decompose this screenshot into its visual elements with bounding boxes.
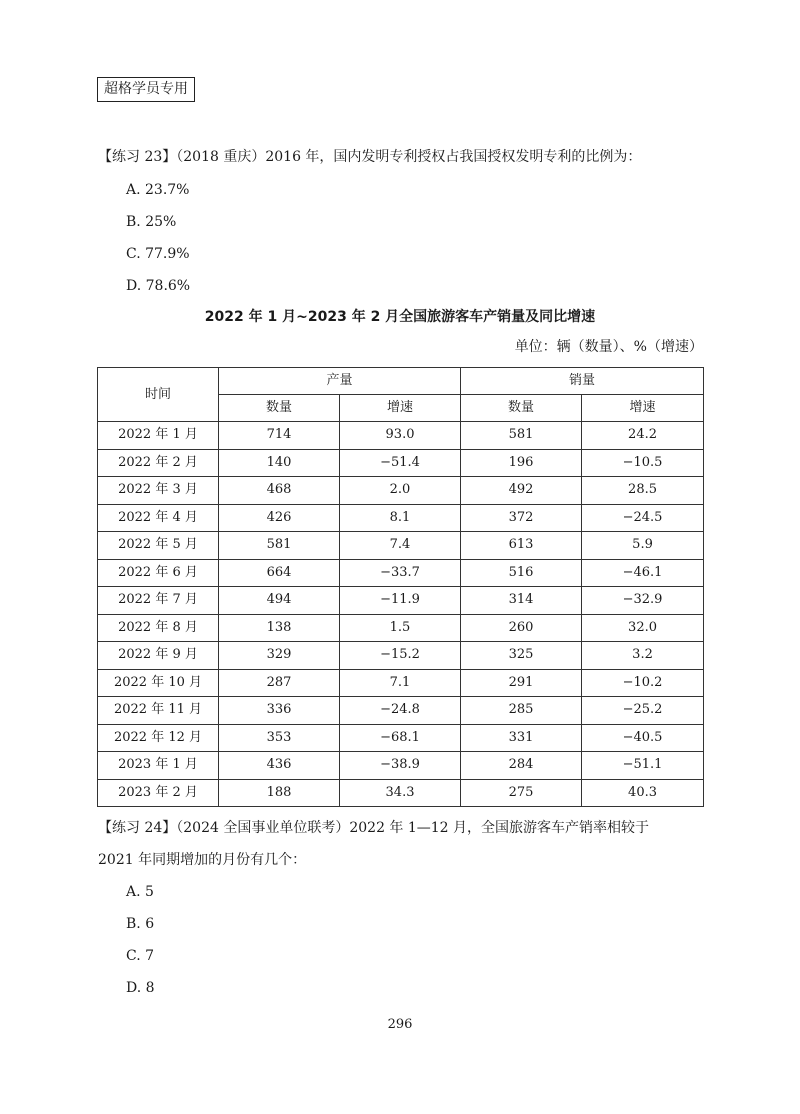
table-row	[98, 779, 704, 807]
cell-prod-growth: 7.1	[340, 669, 461, 697]
cell-sales-growth: −46.1	[582, 559, 704, 587]
cell-prod-qty: 581	[219, 532, 340, 560]
cell-sales-qty: 613	[461, 532, 582, 560]
cell-time: 2022 年 8 月	[98, 614, 219, 642]
cell-prod-qty: 468	[219, 477, 340, 505]
cell-prod-qty: 140	[219, 449, 340, 477]
cell-sales-qty: 516	[461, 559, 582, 587]
table-row	[98, 559, 704, 587]
q23-option-c: C. 77.9%	[126, 246, 190, 262]
cell-sales-growth: −10.5	[582, 449, 704, 477]
cell-sales-growth: 3.2	[582, 642, 704, 670]
cell-time: 2022 年 9 月	[98, 642, 219, 670]
cell-prod-qty: 664	[219, 559, 340, 587]
cell-time: 2022 年 4 月	[98, 504, 219, 532]
cell-sales-qty: 285	[461, 697, 582, 725]
cell-sales-qty: 372	[461, 504, 582, 532]
cell-prod-growth: 8.1	[340, 504, 461, 532]
cell-prod-growth: −38.9	[340, 752, 461, 780]
q24-option-d: D. 8	[126, 980, 155, 996]
cell-prod-qty: 436	[219, 752, 340, 780]
cell-time: 2022 年 5 月	[98, 532, 219, 560]
cell-sales-qty: 331	[461, 724, 582, 752]
table-row	[98, 532, 704, 560]
cell-sales-qty: 325	[461, 642, 582, 670]
cell-prod-qty: 336	[219, 697, 340, 725]
q23-option-d: D. 78.6%	[126, 278, 191, 294]
cell-sales-qty: 291	[461, 669, 582, 697]
cell-time: 2022 年 11 月	[98, 697, 219, 725]
table-row	[98, 642, 704, 670]
cell-sales-growth: 40.3	[582, 779, 704, 807]
cell-sales-qty: 284	[461, 752, 582, 780]
cell-time: 2022 年 6 月	[98, 559, 219, 587]
cell-prod-growth: −11.9	[340, 587, 461, 615]
cell-sales-growth: −25.2	[582, 697, 704, 725]
q24-option-a: A. 5	[126, 884, 154, 900]
header-production: 产量	[219, 368, 461, 395]
question-23-text: 【练习 23】（2018 重庆）2016 年，国内发明专利授权占我国授权发明专利的比例为：	[98, 149, 642, 165]
cell-time: 2022 年 1 月	[98, 422, 219, 450]
cell-sales-qty: 492	[461, 477, 582, 505]
table-row	[98, 669, 704, 697]
cell-prod-qty: 494	[219, 587, 340, 615]
header-time: 时间	[98, 368, 219, 422]
cell-time: 2022 年 12 月	[98, 724, 219, 752]
cell-sales-growth: −24.5	[582, 504, 704, 532]
cell-sales-growth: 24.2	[582, 422, 704, 450]
table-row	[98, 422, 704, 450]
data-table	[97, 367, 704, 807]
header-sales-quantity: 数量	[461, 395, 582, 422]
question-24-line1: 【练习 24】（2024 全国事业单位联考）2022 年 1—12 月，全国旅游客车产销率相较于	[98, 820, 650, 836]
q23-option-a: A. 23.7%	[126, 182, 190, 198]
cell-time: 2022 年 3 月	[98, 477, 219, 505]
header-sales-growth: 增速	[582, 395, 704, 422]
cell-prod-growth: −24.8	[340, 697, 461, 725]
cell-prod-growth: −15.2	[340, 642, 461, 670]
cell-time: 2022 年 7 月	[98, 587, 219, 615]
cell-time: 2022 年 10 月	[98, 669, 219, 697]
cell-prod-growth: −51.4	[340, 449, 461, 477]
question-24-line2: 2021 年同期增加的月份有几个：	[98, 852, 307, 868]
table-row	[98, 449, 704, 477]
table-row	[98, 724, 704, 752]
table-caption: 2022 年 1 月~2023 年 2 月全国旅游客车产销量及同比增速	[204, 309, 596, 325]
cell-prod-qty: 188	[219, 779, 340, 807]
cell-sales-qty: 260	[461, 614, 582, 642]
header-production-quantity: 数量	[219, 395, 340, 422]
cell-prod-qty: 138	[219, 614, 340, 642]
cell-prod-qty: 329	[219, 642, 340, 670]
cell-prod-qty: 714	[219, 422, 340, 450]
cell-sales-qty: 581	[461, 422, 582, 450]
q23-option-b: B. 25%	[126, 214, 177, 230]
q24-option-c: C. 7	[126, 948, 155, 964]
page-number: 296	[387, 1017, 413, 1032]
cell-time: 2022 年 2 月	[98, 449, 219, 477]
cell-sales-qty: 196	[461, 449, 582, 477]
student-only-tag: 超格学员专用	[97, 77, 195, 102]
cell-prod-growth: 93.0	[340, 422, 461, 450]
cell-sales-growth: 32.0	[582, 614, 704, 642]
cell-sales-growth: −40.5	[582, 724, 704, 752]
cell-sales-growth: −32.9	[582, 587, 704, 615]
table-row	[98, 752, 704, 780]
table-body	[98, 422, 704, 807]
cell-sales-growth: 28.5	[582, 477, 704, 505]
table-row	[98, 477, 704, 505]
cell-time: 2023 年 2 月	[98, 779, 219, 807]
table-row	[98, 504, 704, 532]
table-row	[98, 697, 704, 725]
cell-prod-growth: 2.0	[340, 477, 461, 505]
table-unit: 单位：辆（数量）、%（增速）	[514, 339, 703, 355]
cell-sales-growth: −51.1	[582, 752, 704, 780]
cell-prod-growth: 1.5	[340, 614, 461, 642]
header-production-growth: 增速	[340, 395, 461, 422]
header-sales: 销量	[461, 368, 704, 395]
cell-sales-growth: −10.2	[582, 669, 704, 697]
cell-prod-qty: 287	[219, 669, 340, 697]
cell-sales-growth: 5.9	[582, 532, 704, 560]
cell-prod-qty: 353	[219, 724, 340, 752]
table-row	[98, 614, 704, 642]
cell-sales-qty: 314	[461, 587, 582, 615]
cell-prod-growth: −68.1	[340, 724, 461, 752]
cell-prod-growth: 34.3	[340, 779, 461, 807]
table-row	[98, 587, 704, 615]
cell-prod-growth: −33.7	[340, 559, 461, 587]
cell-prod-qty: 426	[219, 504, 340, 532]
cell-prod-growth: 7.4	[340, 532, 461, 560]
q24-option-b: B. 6	[126, 916, 155, 932]
cell-time: 2023 年 1 月	[98, 752, 219, 780]
cell-sales-qty: 275	[461, 779, 582, 807]
